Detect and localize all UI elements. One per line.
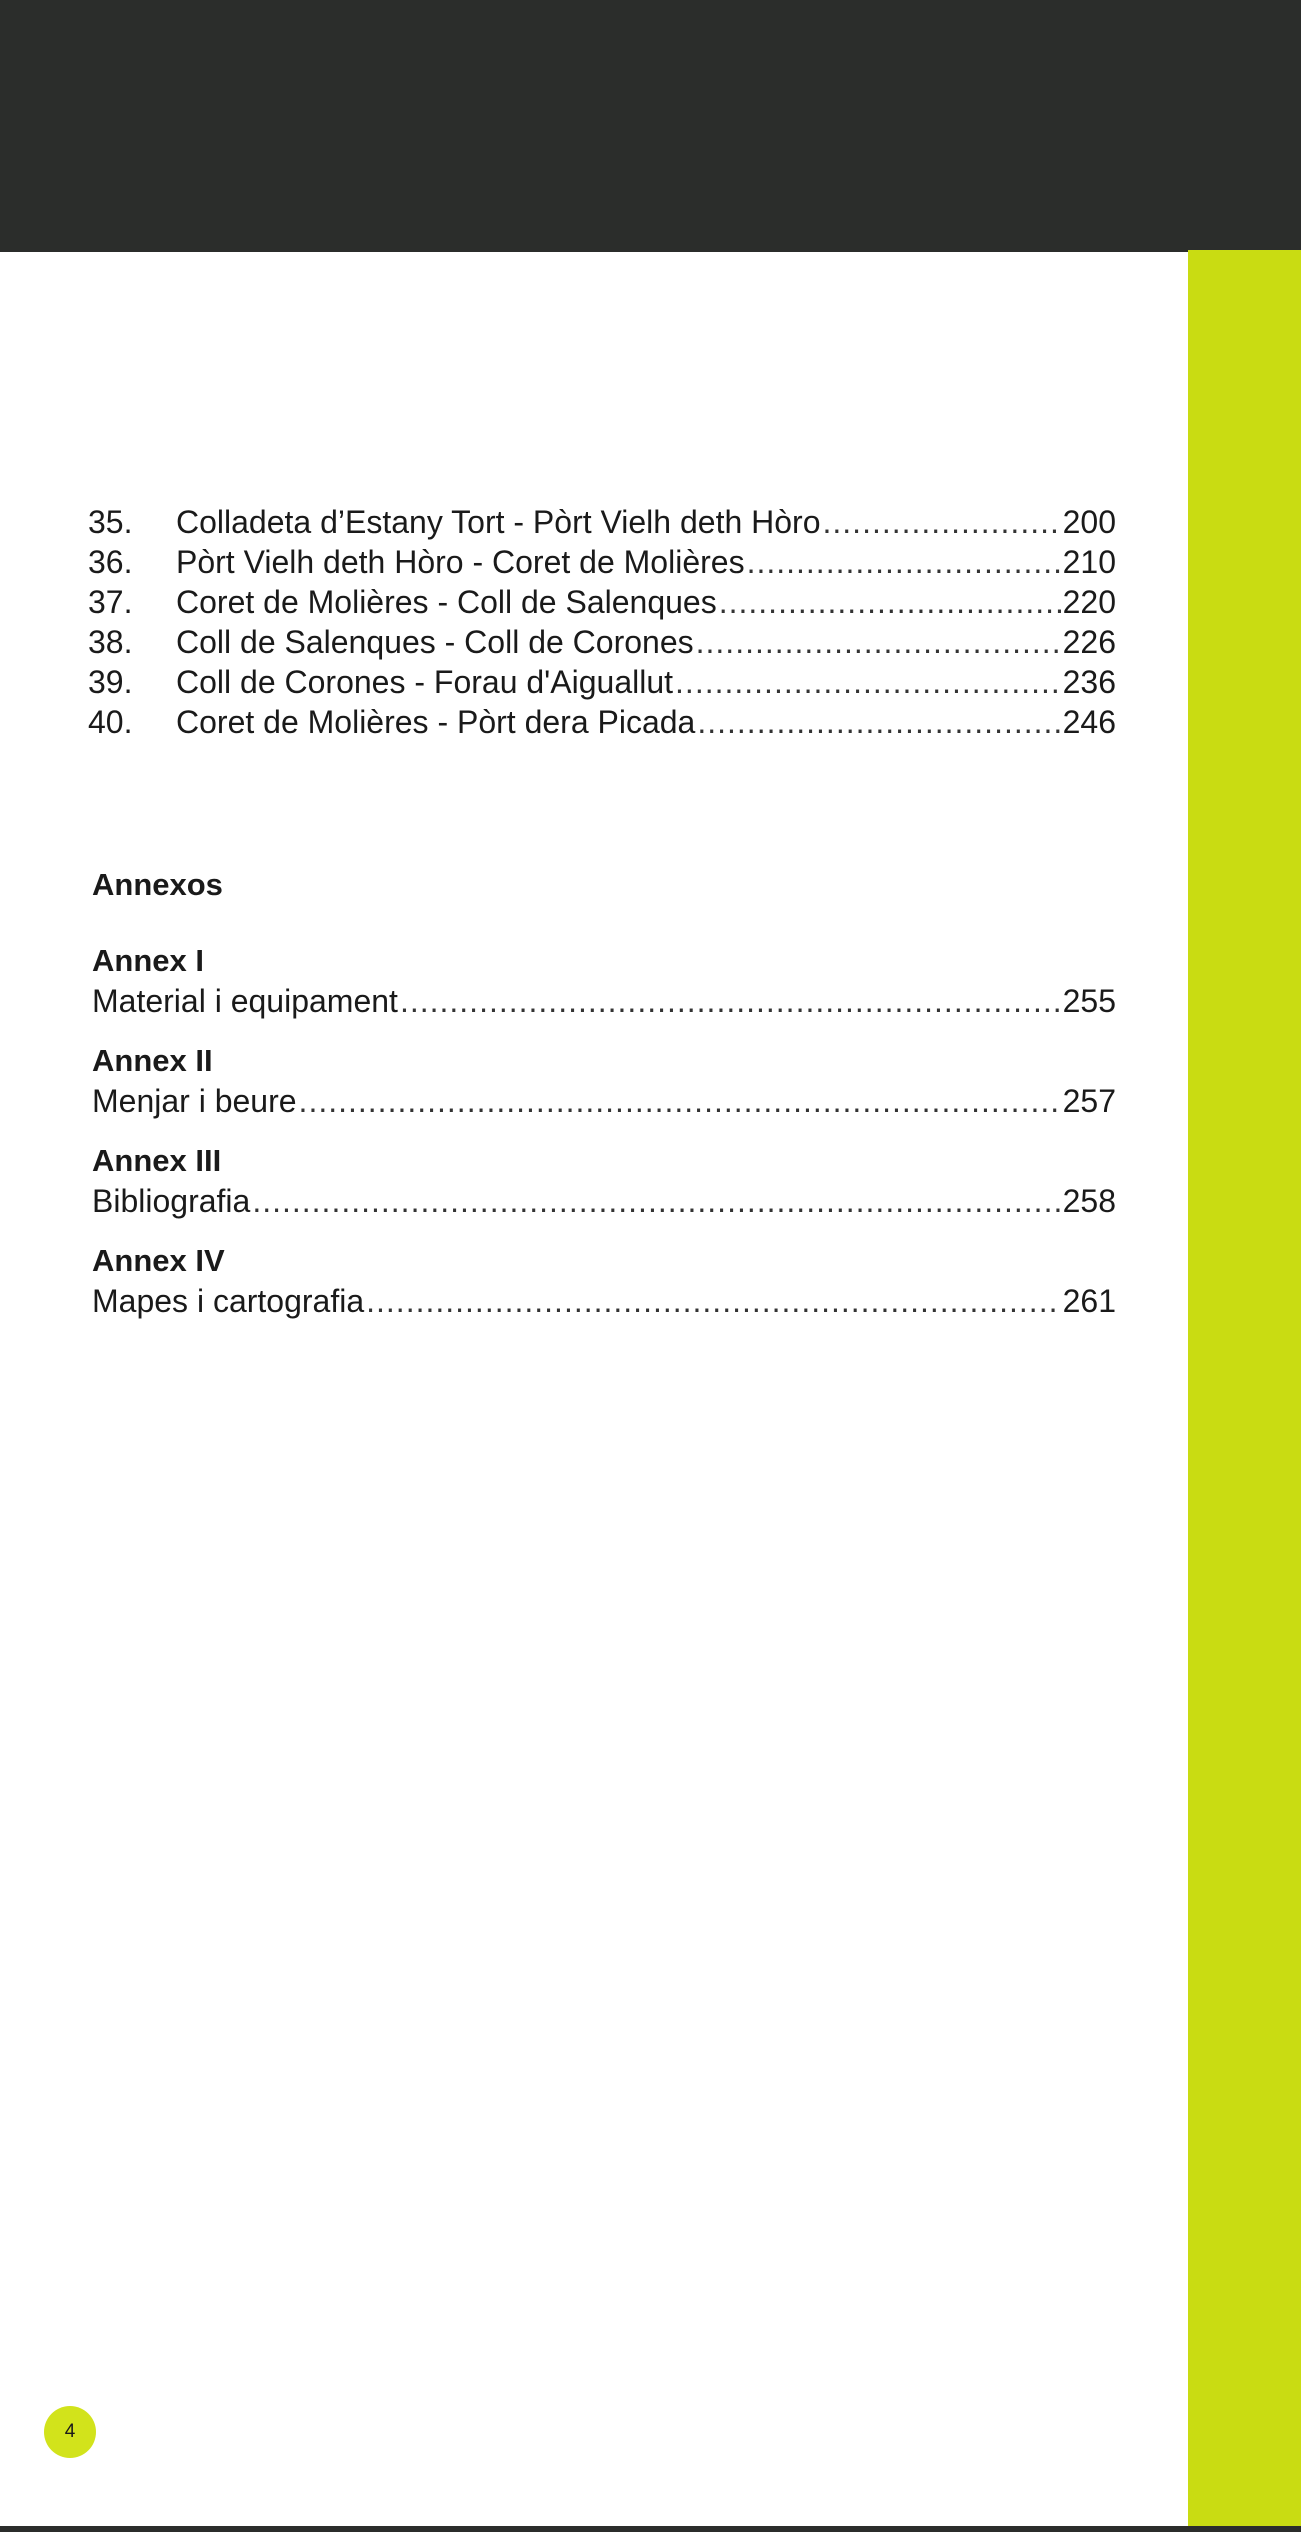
entry-page: 226 [1062, 624, 1116, 660]
side-color-band [1188, 250, 1301, 2532]
entry-number: 36. [88, 544, 133, 580]
annex-entry[interactable] [92, 1181, 1116, 1221]
entry-title: Colladeta d’Estany Tort - Pòrt Vielh deth Hòro [176, 504, 821, 540]
entry-page: 257 [1062, 1083, 1116, 1119]
entry-number: 37. [88, 584, 133, 620]
entry-number: 38. [88, 624, 133, 660]
annex-label: Annex I [92, 943, 204, 978]
entry-page: 258 [1062, 1183, 1116, 1219]
annex-label: Annex IV [92, 1243, 225, 1278]
annexes-section [92, 865, 1116, 1341]
entry-title: Bibliografia [92, 1183, 251, 1219]
annex-entry[interactable] [92, 981, 1116, 1021]
entry-title: Coret de Molières - Pòrt dera Picada [176, 704, 696, 740]
bottom-edge [0, 2526, 1301, 2532]
annex-entry[interactable] [92, 1281, 1116, 1321]
annex-label: Annex III [92, 1143, 222, 1178]
toc-entry-40[interactable] [88, 702, 1116, 742]
entry-number: 35. [88, 504, 133, 540]
annex-entry[interactable] [92, 1081, 1116, 1121]
entry-page: 246 [1062, 704, 1116, 740]
toc-entry-35[interactable] [88, 502, 1116, 542]
header-band [0, 0, 1301, 252]
entry-page: 236 [1062, 664, 1116, 700]
entry-page: 210 [1062, 544, 1116, 580]
toc-entry-37[interactable] [88, 582, 1116, 622]
dot-leader [823, 502, 1061, 542]
dot-leader [400, 981, 1061, 1021]
dot-leader [747, 542, 1061, 582]
toc-entry-36[interactable] [88, 542, 1116, 582]
annex-block-1 [92, 941, 1116, 1021]
entry-title: Coll de Corones - Forau d'Aiguallut [176, 664, 674, 700]
page-number: 4 [64, 2421, 76, 2442]
dot-leader [697, 702, 1060, 742]
entry-title: Coll de Salenques - Coll de Corones [176, 624, 694, 660]
dot-leader [675, 662, 1061, 702]
entry-title: Mapes i cartografia [92, 1283, 365, 1319]
entry-title: Menjar i beure [92, 1083, 297, 1119]
toc-entry-38[interactable] [88, 622, 1116, 662]
dot-leader [696, 622, 1061, 662]
entry-page: 200 [1062, 504, 1116, 540]
dot-leader [299, 1081, 1061, 1121]
dot-leader [366, 1281, 1060, 1321]
annex-block-4 [92, 1241, 1116, 1321]
annex-block-2 [92, 1041, 1116, 1121]
entry-page: 255 [1062, 983, 1116, 1019]
dot-leader [719, 582, 1061, 622]
page-number-badge [44, 2406, 96, 2458]
entry-page: 220 [1062, 584, 1116, 620]
entry-title: Material i equipament [92, 983, 398, 1019]
entry-title: Pòrt Vielh deth Hòro - Coret de Molières [176, 544, 745, 580]
toc-entry-39[interactable] [88, 662, 1116, 702]
entry-number: 39. [88, 664, 133, 700]
route-contents-list [88, 502, 1116, 742]
entry-number: 40. [88, 704, 133, 740]
entry-title: Coret de Molières - Coll de Salenques [176, 584, 717, 620]
annex-block-3 [92, 1141, 1116, 1221]
entry-page: 261 [1062, 1283, 1116, 1319]
annexes-heading: Annexos [92, 867, 223, 902]
annex-label: Annex II [92, 1043, 213, 1078]
dot-leader [252, 1181, 1060, 1221]
